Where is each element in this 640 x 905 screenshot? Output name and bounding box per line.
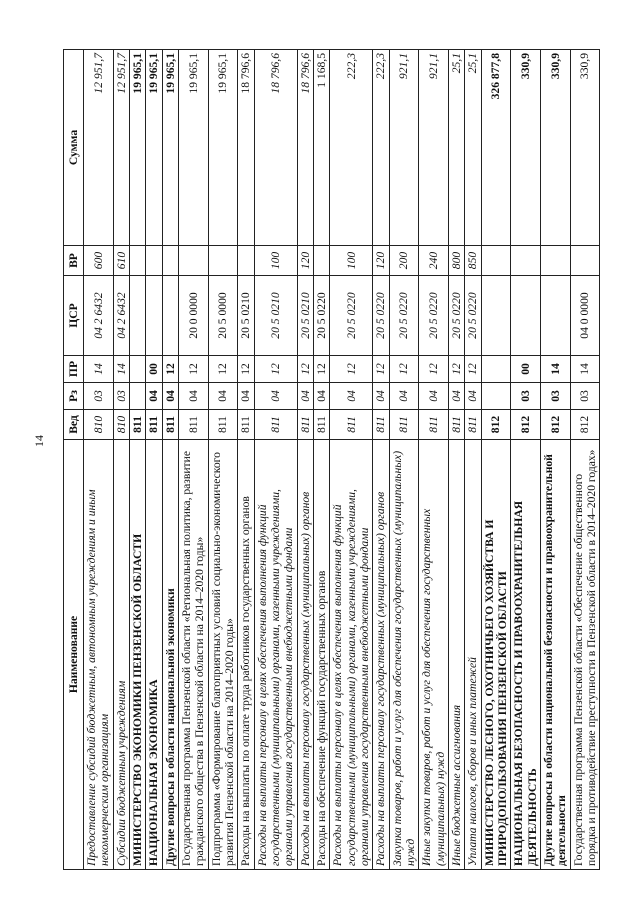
cell-name: Уплата налогов, сборов и иных платежей xyxy=(465,440,481,870)
cell-csr: 20 5 0000 xyxy=(208,276,238,356)
cell-pr: 12 xyxy=(330,356,373,383)
table-row xyxy=(313,50,329,870)
cell-rz: 03 xyxy=(511,383,541,410)
cell-ved: 811 xyxy=(297,410,313,440)
cell-pr: 12 xyxy=(162,356,178,383)
cell-rz: 04 xyxy=(465,383,481,410)
cell-ved: 811 xyxy=(208,410,238,440)
cell-vr: 600 xyxy=(84,246,114,276)
table-body xyxy=(84,50,600,870)
cell-name: Расходы на выплаты персоналу государственных (муниципальных) органов xyxy=(297,440,313,870)
header-pr: ПР xyxy=(64,356,84,383)
cell-name: Предоставление субсидий бюджетным, автономным учреждениям и иным некоммерческим организациям xyxy=(84,440,114,870)
cell-vr xyxy=(511,246,541,276)
cell-name: Государственная программа Пензенской области «Региональная политика, развитие гражданского общества в Пензенской области на 2014–2020 годы» xyxy=(178,440,208,870)
table-header-row xyxy=(64,50,84,870)
cell-vr xyxy=(162,246,178,276)
table-row xyxy=(84,50,114,870)
cell-name: МИНИСТЕРСТВО ЛЕСНОГО, ОХОТНИЧЬЕГО ХОЗЯЙСТВА И ПРИРОДОПОЛЬЗОВАНИЯ ПЕНЗЕНСКОЙ ОБЛАСТИ xyxy=(481,440,511,870)
cell-ved: 811 xyxy=(162,410,178,440)
cell-pr: 12 xyxy=(373,356,389,383)
cell-pr: 12 xyxy=(389,356,419,383)
cell-ved: 811 xyxy=(254,410,297,440)
cell-ved: 810 xyxy=(84,410,114,440)
cell-rz: 03 xyxy=(113,383,129,410)
table-row xyxy=(178,50,208,870)
cell-csr: 20 0 0000 xyxy=(178,276,208,356)
cell-name: Расходы на обеспечение функций государственных органов xyxy=(313,440,329,870)
cell-rz: 03 xyxy=(84,383,114,410)
table-row xyxy=(448,50,464,870)
cell-rz: 04 xyxy=(162,383,178,410)
header-rz: Рз xyxy=(64,383,84,410)
cell-pr: 12 xyxy=(313,356,329,383)
table-row xyxy=(389,50,419,870)
table-row xyxy=(162,50,178,870)
cell-ved: 811 xyxy=(330,410,373,440)
cell-rz: 04 xyxy=(254,383,297,410)
cell-ved: 811 xyxy=(129,410,145,440)
cell-csr: 20 5 0220 xyxy=(465,276,481,356)
cell-ved: 812 xyxy=(511,410,541,440)
cell-rz: 03 xyxy=(570,383,600,410)
cell-rz xyxy=(481,383,511,410)
cell-rz: 04 xyxy=(297,383,313,410)
cell-sum: 326 877,8 xyxy=(481,50,511,246)
table-row xyxy=(297,50,313,870)
cell-csr xyxy=(511,276,541,356)
cell-name: Расходы на выплаты персоналу в целях обеспечения выполнения функций государственными (муниципальными) органами, казенными учреждениями, органами управления государственными внебюджетными фондами xyxy=(254,440,297,870)
cell-ved: 811 xyxy=(178,410,208,440)
cell-vr: 240 xyxy=(419,246,449,276)
cell-csr: 20 5 0210 xyxy=(238,276,254,356)
cell-name: НАЦИОНАЛЬНАЯ ЭКОНОМИКА xyxy=(146,440,162,870)
cell-vr xyxy=(238,246,254,276)
table-row xyxy=(465,50,481,870)
cell-sum: 1 168,5 xyxy=(313,50,329,246)
cell-sum: 222,3 xyxy=(373,50,389,246)
cell-pr: 12 xyxy=(238,356,254,383)
cell-csr: 04 2 6432 xyxy=(113,276,129,356)
cell-sum: 330,9 xyxy=(540,50,570,246)
cell-pr: 14 xyxy=(570,356,600,383)
cell-sum: 330,9 xyxy=(511,50,541,246)
cell-csr: 20 5 0220 xyxy=(389,276,419,356)
cell-vr: 120 xyxy=(297,246,313,276)
cell-csr: 04 0 0000 xyxy=(570,276,600,356)
cell-vr xyxy=(129,246,145,276)
table-row xyxy=(254,50,297,870)
cell-rz: 04 xyxy=(313,383,329,410)
table-row xyxy=(540,50,570,870)
cell-pr: 12 xyxy=(465,356,481,383)
cell-csr: 20 5 0220 xyxy=(313,276,329,356)
cell-vr: 800 xyxy=(448,246,464,276)
cell-pr: 12 xyxy=(297,356,313,383)
cell-csr xyxy=(162,276,178,356)
header-vr: ВР xyxy=(64,246,84,276)
cell-csr xyxy=(540,276,570,356)
cell-rz: 04 xyxy=(208,383,238,410)
cell-ved: 811 xyxy=(419,410,449,440)
cell-sum: 18 796,6 xyxy=(297,50,313,246)
cell-rz: 04 xyxy=(178,383,208,410)
cell-rz: 04 xyxy=(330,383,373,410)
cell-vr xyxy=(540,246,570,276)
cell-name: Иные закупки товаров, работ и услуг для обеспечения государственных (муниципальных) нужд xyxy=(419,440,449,870)
cell-sum: 19 965,1 xyxy=(178,50,208,246)
cell-ved: 812 xyxy=(540,410,570,440)
cell-ved: 812 xyxy=(481,410,511,440)
cell-pr: 12 xyxy=(448,356,464,383)
cell-sum: 18 796,6 xyxy=(254,50,297,246)
cell-vr xyxy=(178,246,208,276)
cell-ved: 811 xyxy=(389,410,419,440)
cell-ved: 810 xyxy=(113,410,129,440)
cell-sum: 19 965,1 xyxy=(208,50,238,246)
cell-vr: 120 xyxy=(373,246,389,276)
cell-sum: 25,1 xyxy=(465,50,481,246)
cell-vr xyxy=(208,246,238,276)
cell-csr: 20 5 0220 xyxy=(330,276,373,356)
cell-rz: 04 xyxy=(373,383,389,410)
cell-vr xyxy=(481,246,511,276)
cell-pr xyxy=(129,356,145,383)
cell-pr xyxy=(481,356,511,383)
cell-pr: 14 xyxy=(84,356,114,383)
cell-name: НАЦИОНАЛЬНАЯ БЕЗОПАСНОСТЬ И ПРАВООХРАНИТЕЛЬНАЯ ДЕЯТЕЛЬНОСТЬ xyxy=(511,440,541,870)
cell-pr: 12 xyxy=(178,356,208,383)
table-row xyxy=(208,50,238,870)
cell-pr: 00 xyxy=(511,356,541,383)
cell-rz: 04 xyxy=(389,383,419,410)
cell-sum: 18 796,6 xyxy=(238,50,254,246)
cell-vr: 100 xyxy=(254,246,297,276)
cell-pr: 00 xyxy=(146,356,162,383)
cell-ved: 811 xyxy=(465,410,481,440)
cell-csr: 20 5 0220 xyxy=(373,276,389,356)
budget-table xyxy=(63,49,600,870)
cell-vr: 850 xyxy=(465,246,481,276)
cell-name: Государственная программа Пензенской области «Обеспечение общественного порядка и противодействие преступности в Пензенской области в 2014–2020 годах» xyxy=(570,440,600,870)
cell-vr xyxy=(313,246,329,276)
cell-name: Субсидии бюджетным учреждениям xyxy=(113,440,129,870)
cell-ved: 811 xyxy=(448,410,464,440)
cell-ved: 811 xyxy=(146,410,162,440)
cell-csr: 20 5 0210 xyxy=(297,276,313,356)
cell-vr: 200 xyxy=(389,246,419,276)
cell-sum: 921,1 xyxy=(389,50,419,246)
table-row xyxy=(129,50,145,870)
cell-rz: 04 xyxy=(419,383,449,410)
cell-vr xyxy=(146,246,162,276)
cell-sum: 25,1 xyxy=(448,50,464,246)
cell-name: Подпрограмма «Формирование благоприятных условий социально-экономического развития Пензенской области на 2014–2020 годы» xyxy=(208,440,238,870)
cell-sum: 222,3 xyxy=(330,50,373,246)
cell-rz xyxy=(129,383,145,410)
header-csr: ЦСР xyxy=(64,276,84,356)
cell-pr: 12 xyxy=(208,356,238,383)
cell-pr: 12 xyxy=(419,356,449,383)
cell-name: Другие вопросы в области национальной безопасности и правоохранительной деятельности xyxy=(540,440,570,870)
cell-sum: 12 951,7 xyxy=(84,50,114,246)
table-row xyxy=(481,50,511,870)
cell-csr: 20 5 0220 xyxy=(419,276,449,356)
cell-name: Закупка товаров, работ и услуг для обеспечения государственных (муниципальных) нужд xyxy=(389,440,419,870)
header-ved: Вед xyxy=(64,410,84,440)
cell-sum: 12 951,7 xyxy=(113,50,129,246)
cell-pr: 14 xyxy=(113,356,129,383)
cell-name: Иные бюджетные ассигнования xyxy=(448,440,464,870)
cell-csr: 20 5 0220 xyxy=(448,276,464,356)
cell-name: Другие вопросы в области национальной экономики xyxy=(162,440,178,870)
cell-csr xyxy=(146,276,162,356)
cell-vr xyxy=(570,246,600,276)
table-row xyxy=(238,50,254,870)
table-row xyxy=(570,50,600,870)
cell-sum: 19 965,1 xyxy=(129,50,145,246)
cell-name: Расходы на выплаты персоналу государственных (муниципальных) органов xyxy=(373,440,389,870)
cell-sum: 19 965,1 xyxy=(162,50,178,246)
cell-name: Расходы на выплаты персоналу в целях обеспечения выполнения функций государственными (муниципальными) органами, казенными учреждениями, органами управления государственными внебюджетными фондами xyxy=(330,440,373,870)
cell-ved: 811 xyxy=(238,410,254,440)
cell-name: МИНИСТЕРСТВО ЭКОНОМИКИ ПЕНЗЕНСКОЙ ОБЛАСТИ xyxy=(129,440,145,870)
cell-csr xyxy=(129,276,145,356)
table-row xyxy=(511,50,541,870)
cell-rz: 04 xyxy=(146,383,162,410)
cell-vr: 610 xyxy=(113,246,129,276)
cell-vr: 100 xyxy=(330,246,373,276)
cell-pr: 14 xyxy=(540,356,570,383)
cell-ved: 811 xyxy=(313,410,329,440)
header-sum: Сумма xyxy=(64,50,84,246)
cell-csr: 20 5 0210 xyxy=(254,276,297,356)
cell-sum: 921,1 xyxy=(419,50,449,246)
cell-pr: 12 xyxy=(254,356,297,383)
table-row xyxy=(419,50,449,870)
cell-name: Расходы на выплаты по оплате труда работников государственных органов xyxy=(238,440,254,870)
cell-ved: 812 xyxy=(570,410,600,440)
table-row xyxy=(373,50,389,870)
table-row xyxy=(330,50,373,870)
cell-rz: 04 xyxy=(238,383,254,410)
cell-rz: 04 xyxy=(448,383,464,410)
cell-csr xyxy=(481,276,511,356)
budget-table-rotated xyxy=(63,50,608,870)
page-number: 14 xyxy=(32,435,46,447)
cell-rz: 03 xyxy=(540,383,570,410)
cell-sum: 19 965,1 xyxy=(146,50,162,246)
cell-sum: 330,9 xyxy=(570,50,600,246)
cell-ved: 811 xyxy=(373,410,389,440)
header-name: Наименование xyxy=(64,440,84,870)
table-row xyxy=(113,50,129,870)
cell-csr: 04 2 6432 xyxy=(84,276,114,356)
table-row xyxy=(146,50,162,870)
